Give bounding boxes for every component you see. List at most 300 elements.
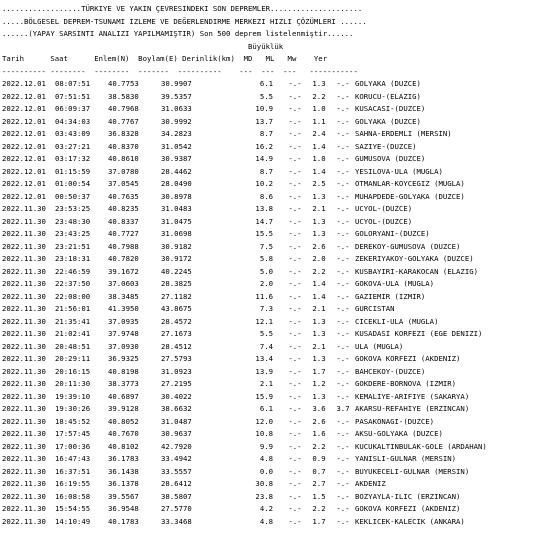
latitude-cell: 36.9325: [108, 354, 139, 363]
time-cell: 23:21:51: [55, 241, 91, 251]
md-cell: -.-: [288, 366, 302, 376]
mw-cell: -.-: [336, 354, 350, 363]
location-cell: GOKDERE-BORNOVA (IZMIR): [355, 379, 457, 388]
longitude-cell: 30.9172: [161, 254, 192, 263]
location-cell: GUMUSOVA (DUZCE): [355, 154, 426, 163]
ml-cell: 2.6: [312, 241, 326, 251]
location-cell: GOLORYANI-(DUZCE): [355, 229, 430, 238]
location-cell: ULA (MUGLA): [355, 341, 404, 351]
ml-cell: 1.0: [312, 154, 326, 163]
longitude-cell: 33.5557: [161, 466, 192, 476]
date-cell: 2022.11.30: [2, 266, 46, 276]
longitude-cell: 30.9182: [161, 241, 192, 251]
date-cell: 2022.12.01: [2, 116, 46, 126]
date-cell: 2022.12.01: [2, 179, 46, 188]
ml-cell: 2.7: [312, 479, 326, 488]
mw-cell: -.-: [336, 329, 350, 338]
date-cell: 2022.11.30: [2, 504, 46, 513]
date-cell: 2022.11.30: [2, 329, 46, 338]
longitude-cell: 31.0633: [161, 104, 192, 113]
time-cell: 16:19:55: [55, 479, 91, 488]
latitude-cell: 38.5830: [108, 91, 139, 101]
mw-cell: -.-: [336, 454, 350, 463]
location-cell: GURCISTAN: [355, 304, 395, 313]
mw-cell: -.-: [336, 366, 350, 376]
location-cell: PASAKONAGI-(DUZCE): [355, 416, 435, 426]
md-cell: -.-: [288, 404, 302, 413]
time-cell: 23:43:25: [55, 229, 91, 238]
mw-cell: -.-: [336, 291, 350, 301]
ml-cell: 2.2: [312, 266, 326, 276]
time-cell: 20:48:51: [55, 341, 91, 351]
md-cell: -.-: [288, 279, 302, 288]
latitude-cell: 36.8328: [108, 129, 139, 138]
date-cell: 2022.11.30: [2, 229, 46, 238]
longitude-cell: 27.5793: [161, 354, 192, 363]
depth-cell: 23.8: [255, 491, 273, 501]
longitude-cell: 31.0483: [161, 204, 192, 213]
table-row: [2, 491, 533, 504]
depth-cell: 30.8: [255, 479, 273, 488]
location-cell: KUSACASI-(DUZCE): [355, 104, 426, 113]
depth-cell: 5.8: [259, 254, 273, 263]
location-cell: GOLYAKA (DUZCE): [355, 79, 421, 88]
table-row: [2, 278, 533, 291]
ml-cell: 2.1: [312, 204, 326, 213]
mw-cell: -.-: [336, 304, 350, 313]
md-cell: -.-: [288, 116, 302, 126]
date-cell: 2022.11.30: [2, 416, 46, 426]
table-row: [2, 416, 533, 429]
ml-cell: 1.3: [312, 216, 326, 226]
md-cell: -.-: [288, 179, 302, 188]
longitude-cell: 30.9637: [161, 429, 192, 438]
date-cell: 2022.11.30: [2, 516, 46, 526]
latitude-cell: 37.0930: [108, 341, 139, 351]
latitude-cell: 36.1438: [108, 466, 139, 476]
depth-cell: 4.8: [259, 516, 273, 526]
longitude-cell: 30.9992: [161, 116, 192, 126]
mw-cell: -.-: [336, 491, 350, 501]
depth-cell: 13.8: [255, 204, 273, 213]
date-cell: 2022.11.30: [2, 304, 46, 313]
ml-cell: 0.9: [312, 454, 326, 463]
table-row: [2, 191, 533, 204]
depth-cell: 11.6: [255, 291, 273, 301]
column-separator: ---------- -------- -------- ------- ---------- --- --- --- -----------: [2, 66, 358, 76]
longitude-cell: 30.8978: [161, 191, 192, 201]
table-row: [2, 428, 533, 441]
depth-cell: 12.1: [255, 316, 273, 326]
date-cell: 2022.11.30: [2, 404, 46, 413]
mw-cell: -.-: [336, 229, 350, 238]
header-title-line: ..................TÜRKIYE VE YAKIN ÇEVRESINDEKI SON DEPREMLER.....................: [2, 4, 363, 13]
location-cell: ZEKERIYAKOY-GOLYAKA (DUZCE): [355, 254, 474, 263]
latitude-cell: 40.8052: [108, 416, 139, 426]
header-note-line: ......(YAPAY SARSINTI ANALIZI YAPILMAMIŞTIR) Son 500 deprem listelenmiştir......: [2, 29, 354, 38]
time-cell: 20:29:11: [55, 354, 91, 363]
depth-cell: 8.7: [259, 129, 273, 138]
md-cell: -.-: [288, 354, 302, 363]
time-cell: 03:27:21: [55, 141, 91, 151]
time-cell: 00:50:37: [55, 191, 91, 201]
location-cell: CICEKLI-ULA (MUGLA): [355, 316, 439, 326]
depth-cell: 13.9: [255, 366, 273, 376]
table-row: [2, 378, 533, 391]
table-row: [2, 178, 533, 191]
date-cell: 2022.11.30: [2, 429, 46, 438]
md-cell: -.-: [288, 129, 302, 138]
ml-cell: 2.2: [312, 441, 326, 451]
mw-cell: -.-: [336, 316, 350, 326]
table-row: [2, 203, 533, 216]
latitude-cell: 40.8102: [108, 441, 139, 451]
longitude-cell: 28.4572: [161, 316, 192, 326]
time-cell: 01:00:54: [55, 179, 91, 188]
ml-cell: 1.3: [312, 79, 326, 88]
md-cell: -.-: [288, 166, 302, 176]
ml-cell: 2.0: [312, 254, 326, 263]
date-cell: 2022.11.30: [2, 241, 46, 251]
md-cell: -.-: [288, 204, 302, 213]
location-cell: KUCUKALTINBULAK-GOLE (ARDAHAN): [355, 441, 487, 451]
latitude-cell: 40.6897: [108, 391, 139, 401]
location-cell: KUSADASI KORFEZI (EGE DENIZI): [355, 329, 483, 338]
table-row: [2, 291, 533, 304]
md-cell: -.-: [288, 379, 302, 388]
latitude-cell: 40.7968: [108, 104, 139, 113]
md-cell: -.-: [288, 391, 302, 401]
latitude-cell: 40.7767: [108, 116, 139, 126]
ml-cell: 1.3: [312, 354, 326, 363]
ml-cell: 1.3: [312, 329, 326, 338]
time-cell: 06:09:37: [55, 104, 91, 113]
mw-cell: -.-: [336, 91, 350, 101]
column-headers: Tarih Saat Enlem(N) Boylam(E) Derinlik(km) MD ML Mw Yer: [2, 54, 328, 63]
md-cell: -.-: [288, 266, 302, 276]
date-cell: 2022.11.30: [2, 279, 46, 288]
location-cell: YANISLI-GULNAR (MERSIN): [355, 454, 457, 463]
depth-cell: 13.7: [255, 116, 273, 126]
time-cell: 23:53:25: [55, 204, 91, 213]
depth-cell: 10.9: [255, 104, 273, 113]
time-cell: 17:00:36: [55, 441, 91, 451]
time-cell: 01:15:59: [55, 166, 91, 176]
md-cell: -.-: [288, 104, 302, 113]
location-cell: UCYOL-(DUZCE): [355, 216, 413, 226]
table-row: [2, 441, 533, 454]
md-cell: -.-: [288, 316, 302, 326]
location-cell: AKSU-GOLYAKA (DUZCE): [355, 429, 443, 438]
md-cell: -.-: [288, 516, 302, 526]
date-cell: 2022.11.30: [2, 254, 46, 263]
latitude-cell: 40.7670: [108, 429, 139, 438]
md-cell: -.-: [288, 504, 302, 513]
longitude-cell: 38.5807: [161, 491, 192, 501]
date-cell: 2022.11.30: [2, 379, 46, 388]
ml-cell: 2.2: [312, 504, 326, 513]
longitude-cell: 34.2823: [161, 129, 192, 138]
md-cell: -.-: [288, 441, 302, 451]
table-row: [2, 453, 533, 466]
longitude-cell: 43.8675: [161, 304, 192, 313]
time-cell: 04:34:03: [55, 116, 91, 126]
location-cell: GAZIEMIR (IZMIR): [355, 291, 426, 301]
md-cell: -.-: [288, 304, 302, 313]
table-row: [2, 503, 533, 516]
md-cell: -.-: [288, 291, 302, 301]
depth-cell: 8.6: [259, 191, 273, 201]
md-cell: -.-: [288, 454, 302, 463]
depth-cell: 14.7: [255, 216, 273, 226]
depth-cell: 2.0: [259, 279, 273, 288]
latitude-cell: 40.7753: [108, 79, 139, 88]
longitude-cell: 30.9907: [161, 79, 192, 88]
time-cell: 16:37:51: [55, 466, 91, 476]
date-cell: 2022.11.30: [2, 354, 46, 363]
longitude-cell: 31.0923: [161, 366, 192, 376]
location-cell: KORUCU-(ELAZIG): [355, 91, 421, 101]
table-row: [2, 228, 533, 241]
latitude-cell: 36.9548: [108, 504, 139, 513]
mw-cell: -.-: [336, 254, 350, 263]
latitude-cell: 40.8235: [108, 204, 139, 213]
md-cell: -.-: [288, 479, 302, 488]
md-cell: -.-: [288, 91, 302, 101]
longitude-cell: 27.5770: [161, 504, 192, 513]
ml-cell: 1.3: [312, 316, 326, 326]
time-cell: 03:43:09: [55, 129, 91, 138]
location-cell: YESILOVA-ULA (MUGLA): [355, 166, 443, 176]
mw-cell: -.-: [336, 479, 350, 488]
table-row: [2, 116, 533, 129]
latitude-cell: 39.1672: [108, 266, 139, 276]
header-center-line: .....BÖLGESEL DEPREM-TSUNAMI IZLEME VE DEĞERLENDIRME MERKEZI HIZLI ÇÖZÜMLERI ......: [2, 16, 367, 26]
md-cell: -.-: [288, 429, 302, 438]
md-cell: -.-: [288, 416, 302, 426]
table-row: [2, 516, 533, 529]
md-cell: -.-: [288, 154, 302, 163]
time-cell: 16:08:58: [55, 491, 91, 501]
longitude-cell: 30.9387: [161, 154, 192, 163]
latitude-cell: 36.1783: [108, 454, 139, 463]
table-row: [2, 303, 533, 316]
date-cell: 2022.11.30: [2, 341, 46, 351]
table-row: [2, 478, 533, 491]
time-cell: 08:07:51: [55, 79, 91, 88]
md-cell: -.-: [288, 229, 302, 238]
latitude-cell: 40.8337: [108, 216, 139, 226]
time-cell: 14:10:49: [55, 516, 91, 526]
latitude-cell: 39.5567: [108, 491, 139, 501]
time-cell: 20:11:30: [55, 379, 91, 388]
time-cell: 20:16:15: [55, 366, 91, 376]
time-cell: 22:37:50: [55, 279, 91, 288]
longitude-cell: 28.6412: [161, 479, 192, 488]
ml-cell: 2.5: [312, 179, 326, 188]
date-cell: 2022.12.01: [2, 191, 46, 201]
date-cell: 2022.12.01: [2, 91, 46, 101]
mw-cell: -.-: [336, 79, 350, 88]
depth-cell: 10.2: [255, 179, 273, 188]
date-cell: 2022.11.30: [2, 316, 46, 326]
ml-cell: 1.4: [312, 141, 326, 151]
location-cell: SAZIYE-(DUZCE): [355, 141, 417, 151]
time-cell: 16:47:43: [55, 454, 91, 463]
ml-cell: 1.4: [312, 291, 326, 301]
depth-cell: 10.8: [255, 429, 273, 438]
mw-cell: -.-: [336, 391, 350, 401]
longitude-cell: 31.0542: [161, 141, 192, 151]
longitude-cell: 31.0698: [161, 229, 192, 238]
ml-cell: 1.0: [312, 104, 326, 113]
ml-cell: 1.4: [312, 279, 326, 288]
depth-cell: 0.0: [259, 466, 273, 476]
depth-cell: 5.5: [259, 91, 273, 101]
table-row: [2, 78, 533, 91]
table-row: [2, 316, 533, 329]
md-cell: -.-: [288, 79, 302, 88]
ml-cell: 0.7: [312, 466, 326, 476]
longitude-cell: 31.0475: [161, 216, 192, 226]
location-cell: GOKOVA KORFEZI (AKDENIZ): [355, 504, 461, 513]
mw-cell: 3.7: [336, 404, 350, 413]
date-cell: 2022.11.30: [2, 454, 46, 463]
time-cell: 19:39:10: [55, 391, 91, 401]
date-cell: 2022.12.01: [2, 141, 46, 151]
md-cell: -.-: [288, 241, 302, 251]
ml-cell: 1.7: [312, 366, 326, 376]
table-row: [2, 341, 533, 354]
location-cell: BUYUKECELI-GULNAR (MERSIN): [355, 466, 470, 476]
ml-cell: 1.3: [312, 191, 326, 201]
longitude-cell: 33.4942: [161, 454, 192, 463]
mw-cell: -.-: [336, 266, 350, 276]
time-cell: 21:56:01: [55, 304, 91, 313]
latitude-cell: 37.0935: [108, 316, 139, 326]
location-cell: AKARSU-REFAHIYE (ERZINCAN): [355, 404, 470, 413]
latitude-cell: 40.8610: [108, 154, 139, 163]
location-cell: DEREKOY-GUMUSOVA (DUZCE): [355, 241, 461, 251]
depth-cell: 7.4: [259, 341, 273, 351]
latitude-cell: 36.1378: [108, 479, 139, 488]
ml-cell: 2.4: [312, 129, 326, 138]
md-cell: -.-: [288, 254, 302, 263]
location-cell: BOZYAYLA-ILIC (ERZINCAN): [355, 491, 461, 501]
depth-cell: 15.5: [255, 229, 273, 238]
depth-cell: 14.9: [255, 154, 273, 163]
table-row: [2, 128, 533, 141]
depth-cell: 7.3: [259, 304, 273, 313]
mw-cell: -.-: [336, 441, 350, 451]
longitude-cell: 28.4462: [161, 166, 192, 176]
latitude-cell: 38.3773: [108, 379, 139, 388]
latitude-cell: 39.9128: [108, 404, 139, 413]
location-cell: KUSBAYIRI-KARAKOCAN (ELAZIG): [355, 266, 479, 276]
depth-cell: 8.7: [259, 166, 273, 176]
table-row: [2, 466, 533, 479]
md-cell: -.-: [288, 191, 302, 201]
location-cell: AKDENIZ: [355, 479, 386, 488]
longitude-cell: 42.7920: [161, 441, 192, 451]
date-cell: 2022.12.01: [2, 129, 46, 138]
mw-cell: -.-: [336, 429, 350, 438]
md-cell: -.-: [288, 141, 302, 151]
location-cell: MUHAPDEDE-GOLYAKA (DUZCE): [355, 191, 465, 201]
latitude-cell: 40.7635: [108, 191, 139, 201]
earthquake-table-body: [2, 78, 533, 528]
table-row: [2, 103, 533, 116]
time-cell: 22:46:59: [55, 266, 91, 276]
date-cell: 2022.11.30: [2, 479, 46, 488]
latitude-cell: 40.7988: [108, 241, 139, 251]
date-cell: 2022.11.30: [2, 291, 46, 301]
table-row: [2, 391, 533, 404]
md-cell: -.-: [288, 491, 302, 501]
ml-cell: 1.2: [312, 379, 326, 388]
longitude-cell: 39.5357: [161, 91, 192, 101]
latitude-cell: 37.0780: [108, 166, 139, 176]
ml-cell: 2.6: [312, 416, 326, 426]
mw-cell: -.-: [336, 241, 350, 251]
latitude-cell: 40.7820: [108, 254, 139, 263]
mw-cell: -.-: [336, 466, 350, 476]
table-row: [2, 353, 533, 366]
mw-cell: -.-: [336, 129, 350, 138]
date-cell: 2022.11.30: [2, 441, 46, 451]
table-row: [2, 166, 533, 179]
date-cell: 2022.11.30: [2, 366, 46, 376]
date-cell: 2022.11.30: [2, 466, 46, 476]
time-cell: 18:45:52: [55, 416, 91, 426]
date-cell: 2022.11.30: [2, 491, 46, 501]
date-cell: 2022.12.01: [2, 104, 46, 113]
date-cell: 2022.11.30: [2, 216, 46, 226]
ml-cell: 1.5: [312, 491, 326, 501]
location-cell: SAHNA-ERDEMLI (MERSIN): [355, 129, 452, 138]
longitude-cell: 28.0490: [161, 179, 192, 188]
table-row: [2, 366, 533, 379]
latitude-cell: 40.8370: [108, 141, 139, 151]
latitude-cell: 37.9748: [108, 329, 139, 338]
time-cell: 15:54:55: [55, 504, 91, 513]
ml-cell: 2.1: [312, 304, 326, 313]
location-cell: KEKLICEK-KALECIK (ANKARA): [355, 516, 465, 526]
longitude-cell: 28.3825: [161, 279, 192, 288]
time-cell: 21:35:41: [55, 316, 91, 326]
depth-cell: 6.1: [259, 79, 273, 88]
table-row: [2, 403, 533, 416]
depth-cell: 2.1: [259, 379, 273, 388]
latitude-cell: 37.0545: [108, 179, 139, 188]
longitude-cell: 27.1673: [161, 329, 192, 338]
date-cell: 2022.11.30: [2, 204, 46, 213]
depth-cell: 7.5: [259, 241, 273, 251]
depth-cell: 6.1: [259, 404, 273, 413]
mw-cell: -.-: [336, 416, 350, 426]
latitude-cell: 41.3950: [108, 304, 139, 313]
table-row: [2, 241, 533, 254]
depth-cell: 15.9: [255, 391, 273, 401]
mw-cell: -.-: [336, 341, 350, 351]
md-cell: -.-: [288, 341, 302, 351]
mw-cell: -.-: [336, 179, 350, 188]
ml-cell: 1.3: [312, 391, 326, 401]
location-cell: UCYOL-(DUZCE): [355, 204, 413, 213]
ml-cell: 2.1: [312, 341, 326, 351]
ml-cell: 1.3: [312, 229, 326, 238]
depth-cell: 16.2: [255, 141, 273, 151]
